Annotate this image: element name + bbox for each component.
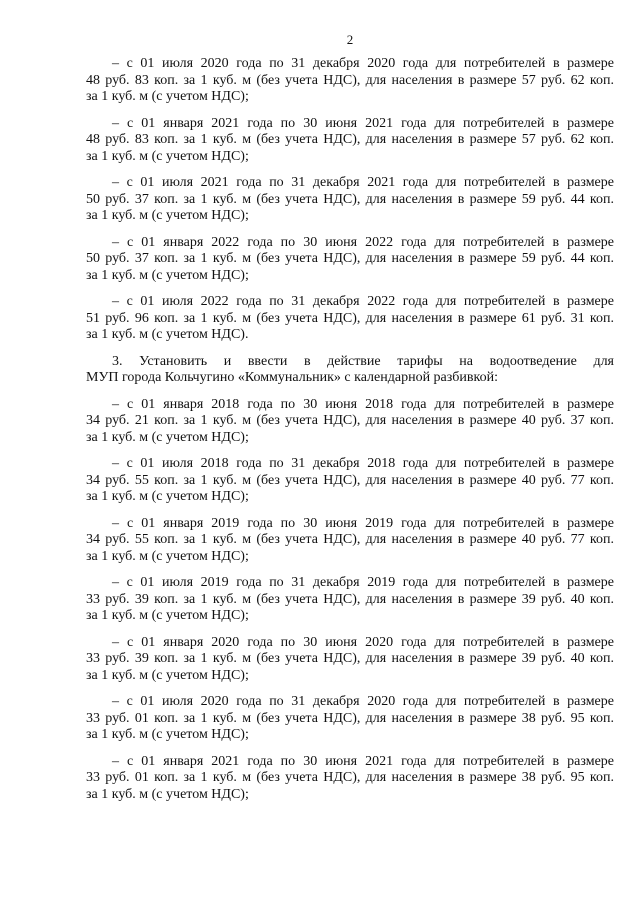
tariff-item [86, 694, 614, 744]
tariff-price-line: 34 руб. 55 коп. за 1 куб. м (без учета НДС), для населения в размере 40 руб. 77 коп. [86, 532, 614, 547]
tariff-period-line: – с 01 января 2019 года по 30 июня 2019 года для потребителей в размере [112, 515, 614, 531]
tariff-price-line: 50 руб. 37 коп. за 1 куб. м (без учета НДС), для населения в размере 59 руб. 44 коп. [86, 191, 614, 207]
tariff-unit-line: за 1 куб. м (с учетом НДС); [86, 608, 249, 623]
tariff-period-line: – с 01 июля 2020 года по 31 декабря 2020 года для потребителей в размере [112, 694, 614, 709]
tariff-period-line: – с 01 января 2022 года по 30 июня 2022 года для потребителей в размере [112, 234, 614, 250]
tariff-period-line: – с 01 января 2021 года по 30 июня 2021 года для потребителей в размере [112, 115, 614, 131]
tariff-item [86, 294, 614, 344]
tariff-price-line: 33 руб. 01 коп. за 1 куб. м (без учета НДС), для населения в размере 38 руб. 95 коп. [86, 770, 614, 785]
tariff-item [86, 575, 614, 625]
tariff-item [86, 116, 614, 166]
tariff-item [86, 235, 614, 285]
tariff-unit-line: за 1 куб. м (с учетом НДС); [86, 267, 249, 283]
tariff-period-line: – с 01 июля 2019 года по 31 декабря 2019 года для потребителей в размере [112, 575, 614, 590]
tariff-item [86, 56, 614, 106]
tariff-price-line: 48 руб. 83 коп. за 1 куб. м (без учета НДС), для населения в размере 57 руб. 62 коп. [86, 72, 614, 88]
tariff-item [86, 516, 614, 566]
tariff-unit-line: за 1 куб. м (с учетом НДС); [86, 489, 249, 504]
tariff-period-line: – с 01 июля 2018 года по 31 декабря 2018 года для потребителей в размере [112, 456, 614, 471]
tariff-item [86, 456, 614, 506]
tariff-price-line: 33 руб. 39 коп. за 1 куб. м (без учета НДС), для населения в размере 39 руб. 40 коп. [86, 651, 614, 666]
tariff-period-line: – с 01 января 2018 года по 30 июня 2018 года для потребителей в размере [112, 396, 614, 412]
tariff-price-line: 34 руб. 55 коп. за 1 куб. м (без учета НДС), для населения в размере 40 руб. 77 коп. [86, 472, 614, 488]
tariff-period-line: – с 01 июля 2022 года по 31 декабря 2022 года для потребителей в размере [112, 294, 614, 309]
document-body [86, 56, 614, 813]
tariff-price-line: 34 руб. 21 коп. за 1 куб. м (без учета НДС), для населения в размере 40 руб. 37 коп. [86, 413, 614, 428]
tariff-price-line: 48 руб. 83 коп. за 1 куб. м (без учета НДС), для населения в размере 57 руб. 62 коп. [86, 132, 614, 147]
tariff-unit-line: за 1 куб. м (с учетом НДС); [86, 208, 249, 223]
tariff-period-line: – с 01 июля 2020 года по 31 декабря 2020 года для потребителей в размере [112, 56, 614, 71]
tariff-item [86, 635, 614, 685]
tariff-unit-line: за 1 куб. м (с учетом НДС); [86, 667, 249, 683]
tariff-unit-line: за 1 куб. м (с учетом НДС); [86, 148, 249, 164]
tariff-unit-line: за 1 куб. м (с учетом НДС); [86, 89, 249, 104]
tariff-item [86, 754, 614, 804]
tariff-unit-line: за 1 куб. м (с учетом НДС); [86, 727, 249, 742]
tariff-price-line: 51 руб. 96 коп. за 1 куб. м (без учета НДС), для населения в размере 61 руб. 31 коп. [86, 310, 614, 326]
tariff-item [86, 397, 614, 447]
section-3-line-1: 3. Установить и ввести в действие тарифы на водоотведение для [112, 353, 614, 369]
section-3-heading [86, 354, 614, 387]
tariff-unit-line: за 1 куб. м (с учетом НДС); [86, 786, 249, 802]
tariff-unit-line: за 1 куб. м (с учетом НДС); [86, 429, 249, 445]
tariff-price-line: 33 руб. 39 коп. за 1 куб. м (без учета НДС), для населения в размере 39 руб. 40 коп. [86, 591, 614, 607]
tariff-price-line: 33 руб. 01 коп. за 1 куб. м (без учета НДС), для населения в размере 38 руб. 95 коп. [86, 710, 614, 726]
tariff-price-line: 50 руб. 37 коп. за 1 куб. м (без учета НДС), для населения в размере 59 руб. 44 коп. [86, 251, 614, 266]
tariff-unit-line: за 1 куб. м (с учетом НДС); [86, 548, 249, 564]
tariff-unit-line: за 1 куб. м (с учетом НДС). [86, 327, 249, 342]
tariff-period-line: – с 01 июля 2021 года по 31 декабря 2021 года для потребителей в размере [112, 175, 614, 190]
page-number: 2 [346, 32, 354, 47]
section-3-line-2: МУП города Кольчугино «Коммунальник» с календарной разбивкой: [86, 370, 499, 385]
tariff-period-line: – с 01 января 2021 года по 30 июня 2021 года для потребителей в размере [112, 753, 614, 769]
tariff-period-line: – с 01 января 2020 года по 30 июня 2020 года для потребителей в размере [112, 634, 614, 650]
tariff-item [86, 175, 614, 225]
